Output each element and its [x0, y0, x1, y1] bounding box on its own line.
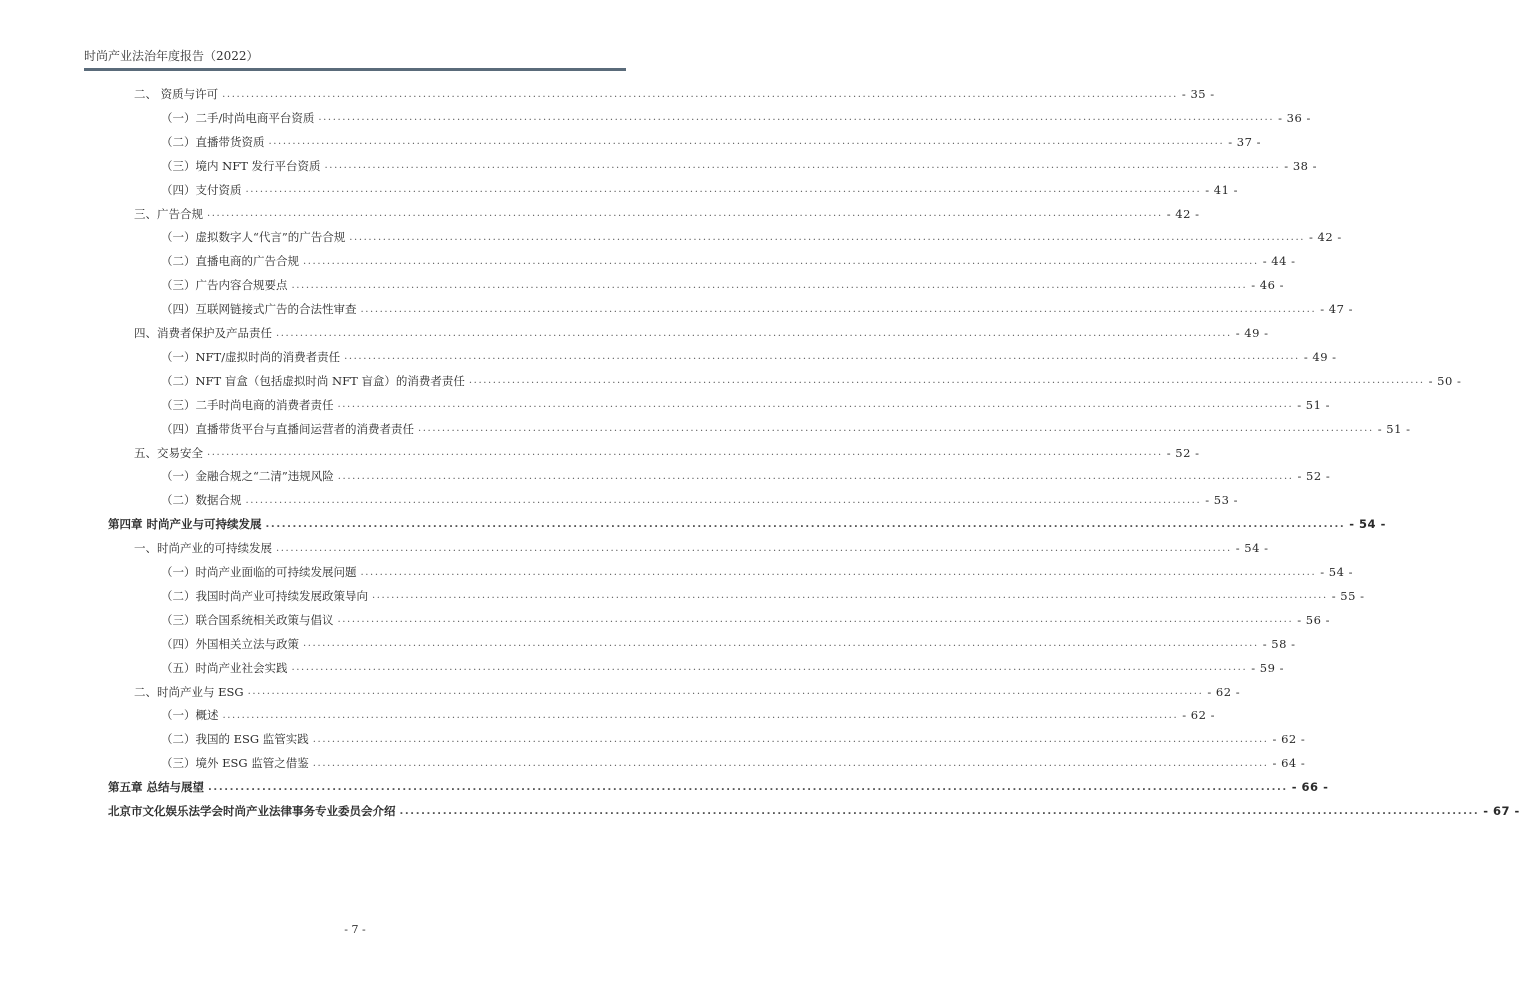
toc-dot-leader: ........................................................................................................................................................................................................: [303, 255, 1259, 267]
toc-dot-leader: ........................................................................................................................................................................................................: [318, 112, 1275, 124]
toc-entry-page: - 54 -: [1349, 517, 1386, 532]
toc-dot-leader: ........................................................................................................................................................................................................: [468, 375, 1425, 387]
toc-entry[interactable]: [161, 277, 1284, 293]
toc-entry-page: - 54 -: [1235, 541, 1269, 556]
toc-entry-label: （四）直播带货平台与直播间运营者的消费者责任: [161, 421, 414, 436]
toc-entry-label: （三）广告内容合规要点: [161, 278, 288, 293]
toc-entry[interactable]: [161, 564, 1353, 580]
toc-entry[interactable]: [161, 755, 1306, 771]
toc-entry[interactable]: [161, 707, 1215, 723]
toc-entry-label: （四）外国相关立法与政策: [161, 636, 299, 651]
toc-entry-label: 五、交易安全: [134, 445, 203, 460]
toc-entry-page: - 51 -: [1297, 397, 1330, 412]
toc-entry-label: 三、广告合规: [134, 206, 203, 221]
toc-entry-page: - 52 -: [1297, 469, 1331, 484]
toc-entry-label: 四、消费者保护及产品责任: [134, 326, 272, 340]
toc-dot-leader: ........................................................................................................................................................................................................: [291, 279, 1248, 291]
toc-entry-page: - 38 -: [1284, 158, 1317, 173]
toc-entry-label: 第四章 时尚产业与可持续发展: [108, 517, 262, 532]
toc-entry[interactable]: [161, 134, 1261, 150]
toc-entry[interactable]: [134, 445, 1200, 461]
toc-entry-label: （四）互联网链接式广告的合法性审查: [161, 302, 357, 317]
toc-entry-page: - 64 -: [1272, 756, 1306, 771]
toc-entry-label: （一）二手/时尚电商平台资质: [161, 110, 315, 125]
toc-entry[interactable]: [161, 110, 1311, 126]
toc-entry-label: （二）直播带货资质: [161, 134, 265, 149]
toc-entry-page: - 54 -: [1320, 565, 1353, 579]
toc-entry[interactable]: [108, 516, 1386, 532]
toc-dot-leader: ........................................................................................................................................................................................................: [245, 184, 1202, 196]
toc-entry-label: 一、时尚产业的可持续发展: [134, 541, 272, 556]
toc-entry-label: （三）二手时尚电商的消费者责任: [161, 397, 334, 412]
header-divider: [84, 68, 626, 71]
toc-entry-page: - 62 -: [1182, 708, 1215, 723]
toc-entry[interactable]: [161, 468, 1331, 484]
toc-dot-leader: ........................................................................................................................................................................................................: [222, 709, 1179, 721]
toc-dot-leader: ........................................................................................................................................................................................................: [337, 614, 1294, 626]
toc-entry-label: （二）我国的 ESG 监管实践: [161, 732, 309, 747]
toc-entry[interactable]: [108, 779, 1329, 795]
toc-entry[interactable]: [161, 373, 1462, 389]
toc-dot-leader: ........................................................................................................................................................................................................: [222, 88, 1178, 100]
toc-entry-page: - 42 -: [1166, 206, 1200, 221]
toc-dot-leader: ........................................................................................................................................................................................................: [312, 757, 1269, 769]
toc-dot-leader: ........................................................................................................................................................................................................: [360, 303, 1317, 315]
toc-entry-label: （一）金融合规之“二清”违规风险: [161, 469, 334, 484]
toc-entry[interactable]: [161, 731, 1306, 747]
toc-entry-label: （一）时尚产业面临的可持续发展问题: [161, 565, 357, 579]
toc-entry-page: - 66 -: [1291, 780, 1329, 795]
toc-entry-page: - 53 -: [1205, 493, 1238, 508]
toc-entry[interactable]: [161, 588, 1365, 604]
toc-entry-page: - 35 -: [1181, 87, 1215, 101]
toc-dot-leader: ........................................................................................................................................................................................................: [247, 686, 1204, 697]
page-number: - 7 -: [344, 923, 366, 936]
toc-dot-leader: ........................................................................................................................................................................................................: [399, 805, 1480, 817]
toc-entry-page: - 37 -: [1228, 134, 1261, 149]
toc-entry-label: （四）支付资质: [161, 182, 242, 197]
toc-entry-label: 二、 资质与许可: [134, 87, 219, 101]
toc-dot-leader: ........................................................................................................................................................................................................: [337, 399, 1294, 411]
toc-dot-leader: ........................................................................................................................................................................................................: [276, 542, 1232, 554]
toc-dot-leader: ........................................................................................................................................................................................................: [337, 470, 1294, 482]
toc-entry-page: - 49 -: [1303, 349, 1337, 364]
toc-entry-label: （二）直播电商的广告合规: [161, 254, 299, 269]
toc-entry[interactable]: [161, 158, 1317, 174]
toc-entry-page: - 51 -: [1377, 421, 1411, 436]
toc-entry-page: - 62 -: [1272, 732, 1306, 747]
toc-entry[interactable]: [161, 421, 1411, 437]
toc-dot-leader: ........................................................................................................................................................................................................: [312, 733, 1269, 745]
toc-entry-page: - 49 -: [1235, 326, 1269, 340]
toc-entry-page: - 62 -: [1207, 684, 1241, 699]
toc-dot-leader: ........................................................................................................................................................................................................: [360, 566, 1317, 578]
toc-dot-leader: ........................................................................................................................................................................................................: [418, 423, 1374, 435]
toc-entry-label: （一）概述: [161, 708, 219, 723]
toc-entry-label: （二）我国时尚产业可持续发展政策导向: [161, 588, 368, 603]
toc-entry[interactable]: [134, 86, 1215, 102]
toc-entry[interactable]: [134, 206, 1200, 222]
toc-entry[interactable]: [161, 492, 1238, 508]
toc-entry-page: - 36 -: [1278, 110, 1311, 125]
toc-entry-label: （一）NFT/虚拟时尚的消费者责任: [161, 349, 341, 364]
toc-entry-page: - 44 -: [1262, 254, 1296, 269]
toc-entry-label: （三）境外 ESG 监管之借鉴: [161, 756, 309, 771]
toc-entry-label: （三）境内 NFT 发行平台资质: [161, 158, 321, 173]
toc-entry[interactable]: [161, 660, 1284, 676]
toc-entry-page: - 52 -: [1166, 445, 1200, 460]
toc-entry-label: 北京市文化娱乐法学会时尚产业法律事务专业委员会介绍: [108, 804, 396, 818]
toc-entry-page: - 56 -: [1297, 612, 1330, 627]
toc-dot-leader: ........................................................................................................................................................................................................: [324, 160, 1281, 172]
toc-dot-leader: ........................................................................................................................................................................................................: [276, 327, 1232, 339]
toc-entry-page: - 42 -: [1309, 230, 1342, 245]
toc-dot-leader: ........................................................................................................................................................................................................: [208, 781, 1288, 793]
toc-entry-label: 第五章 总结与展望: [108, 780, 205, 795]
toc-entry-page: - 55 -: [1331, 588, 1365, 603]
toc-dot-leader: ........................................................................................................................................................................................................: [207, 208, 1163, 219]
toc-dot-leader: ........................................................................................................................................................................................................: [265, 518, 1346, 530]
toc-entry[interactable]: [108, 803, 1520, 819]
toc-entry-label: （二）NFT 盲盒（包括虚拟时尚 NFT 盲盒）的消费者责任: [161, 373, 465, 388]
toc-entry[interactable]: [134, 325, 1269, 341]
toc-entry-page: - 50 -: [1428, 373, 1462, 388]
toc-entry-label: （五）时尚产业社会实践: [161, 660, 288, 675]
toc-dot-leader: ........................................................................................................................................................................................................: [372, 590, 1328, 602]
page-header-title: 时尚产业法治年度报告（2022）: [84, 49, 259, 63]
toc-entry[interactable]: [161, 301, 1353, 317]
toc-entry-page: - 41 -: [1205, 182, 1238, 197]
toc-entry-page: - 46 -: [1251, 278, 1284, 293]
toc-dot-leader: ........................................................................................................................................................................................................: [303, 638, 1259, 650]
toc-entry-label: （三）联合国系统相关政策与倡议: [161, 612, 334, 627]
toc-entry-page: - 67 -: [1483, 804, 1520, 818]
toc-dot-leader: ........................................................................................................................................................................................................: [349, 231, 1306, 243]
toc-dot-leader: ........................................................................................................................................................................................................: [291, 662, 1248, 674]
toc-entry[interactable]: [161, 253, 1296, 269]
toc-dot-leader: ........................................................................................................................................................................................................: [207, 447, 1163, 458]
toc-entry[interactable]: [161, 397, 1330, 413]
toc-entry-label: （一）虚拟数字人“代言”的广告合规: [161, 230, 346, 245]
toc-entry[interactable]: [161, 636, 1296, 652]
toc-entry[interactable]: [161, 349, 1337, 365]
toc-entry-page: - 58 -: [1262, 636, 1296, 651]
toc-entry[interactable]: [161, 182, 1238, 198]
toc-dot-leader: ........................................................................................................................................................................................................: [268, 136, 1225, 148]
toc-entry[interactable]: [134, 540, 1269, 556]
toc-entry-page: - 59 -: [1251, 660, 1284, 675]
toc-dot-leader: ........................................................................................................................................................................................................: [245, 494, 1202, 506]
toc-entry[interactable]: [161, 612, 1330, 628]
toc-entry[interactable]: [161, 229, 1342, 245]
toc-dot-leader: ........................................................................................................................................................................................................: [344, 351, 1300, 363]
toc-entry[interactable]: [134, 684, 1241, 700]
toc-entry-label: （二）数据合规: [161, 493, 242, 508]
toc-entry-page: - 47 -: [1320, 302, 1353, 317]
toc-entry-label: 二、时尚产业与 ESG: [134, 684, 244, 699]
